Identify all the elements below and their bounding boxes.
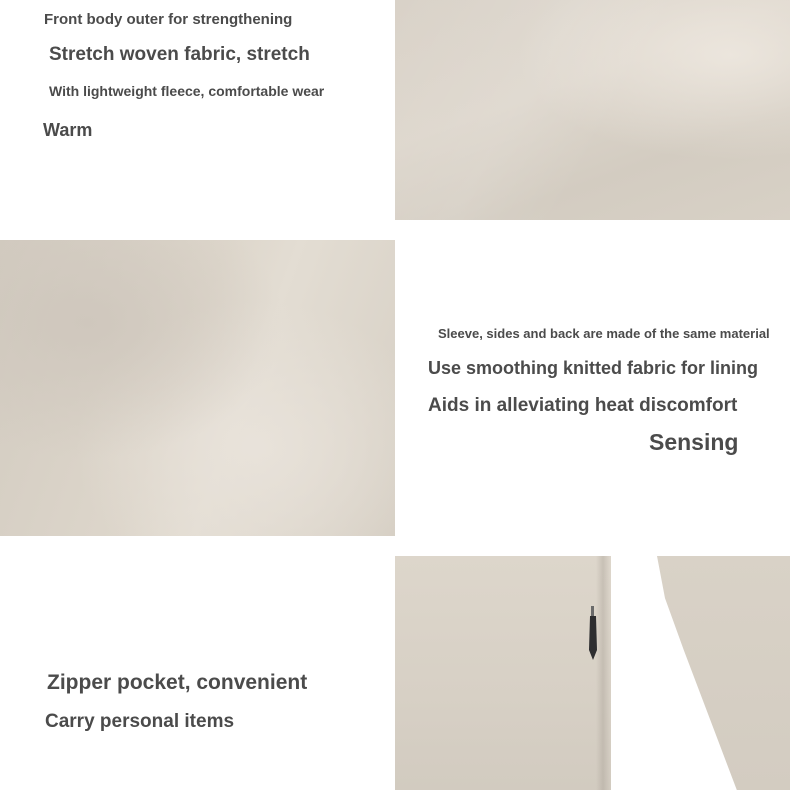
front-feature-strengthening: Front body outer for strengthening xyxy=(44,11,293,28)
pocket-feature-carry: Carry personal items xyxy=(45,711,235,732)
pocket-feature-zipper: Zipper pocket, convenient xyxy=(47,671,308,694)
sleeve-feature-heat: Aids in alleviating heat discomfort xyxy=(428,395,738,416)
sleeve-feature-sensing: Sensing xyxy=(649,429,739,455)
front-feature-warm: Warm xyxy=(43,120,93,140)
sleeve-feature-material: Sleeve, sides and back are made of the same material xyxy=(438,326,770,341)
sleeve-feature-lining: Use smoothing knitted fabric for lining xyxy=(428,358,759,378)
jacket-sleeve-panel xyxy=(657,556,790,790)
jacket-body-panel xyxy=(395,556,611,790)
front-feature-stretch: Stretch woven fabric, stretch xyxy=(49,44,310,65)
front-feature-fleece: With lightweight fleece, comfortable wear xyxy=(49,83,325,99)
zipper-pull-icon xyxy=(588,606,598,660)
fabric-closeup-image-front xyxy=(395,0,790,220)
fabric-closeup-image-sleeve xyxy=(0,240,395,536)
pocket-seam xyxy=(596,556,610,790)
